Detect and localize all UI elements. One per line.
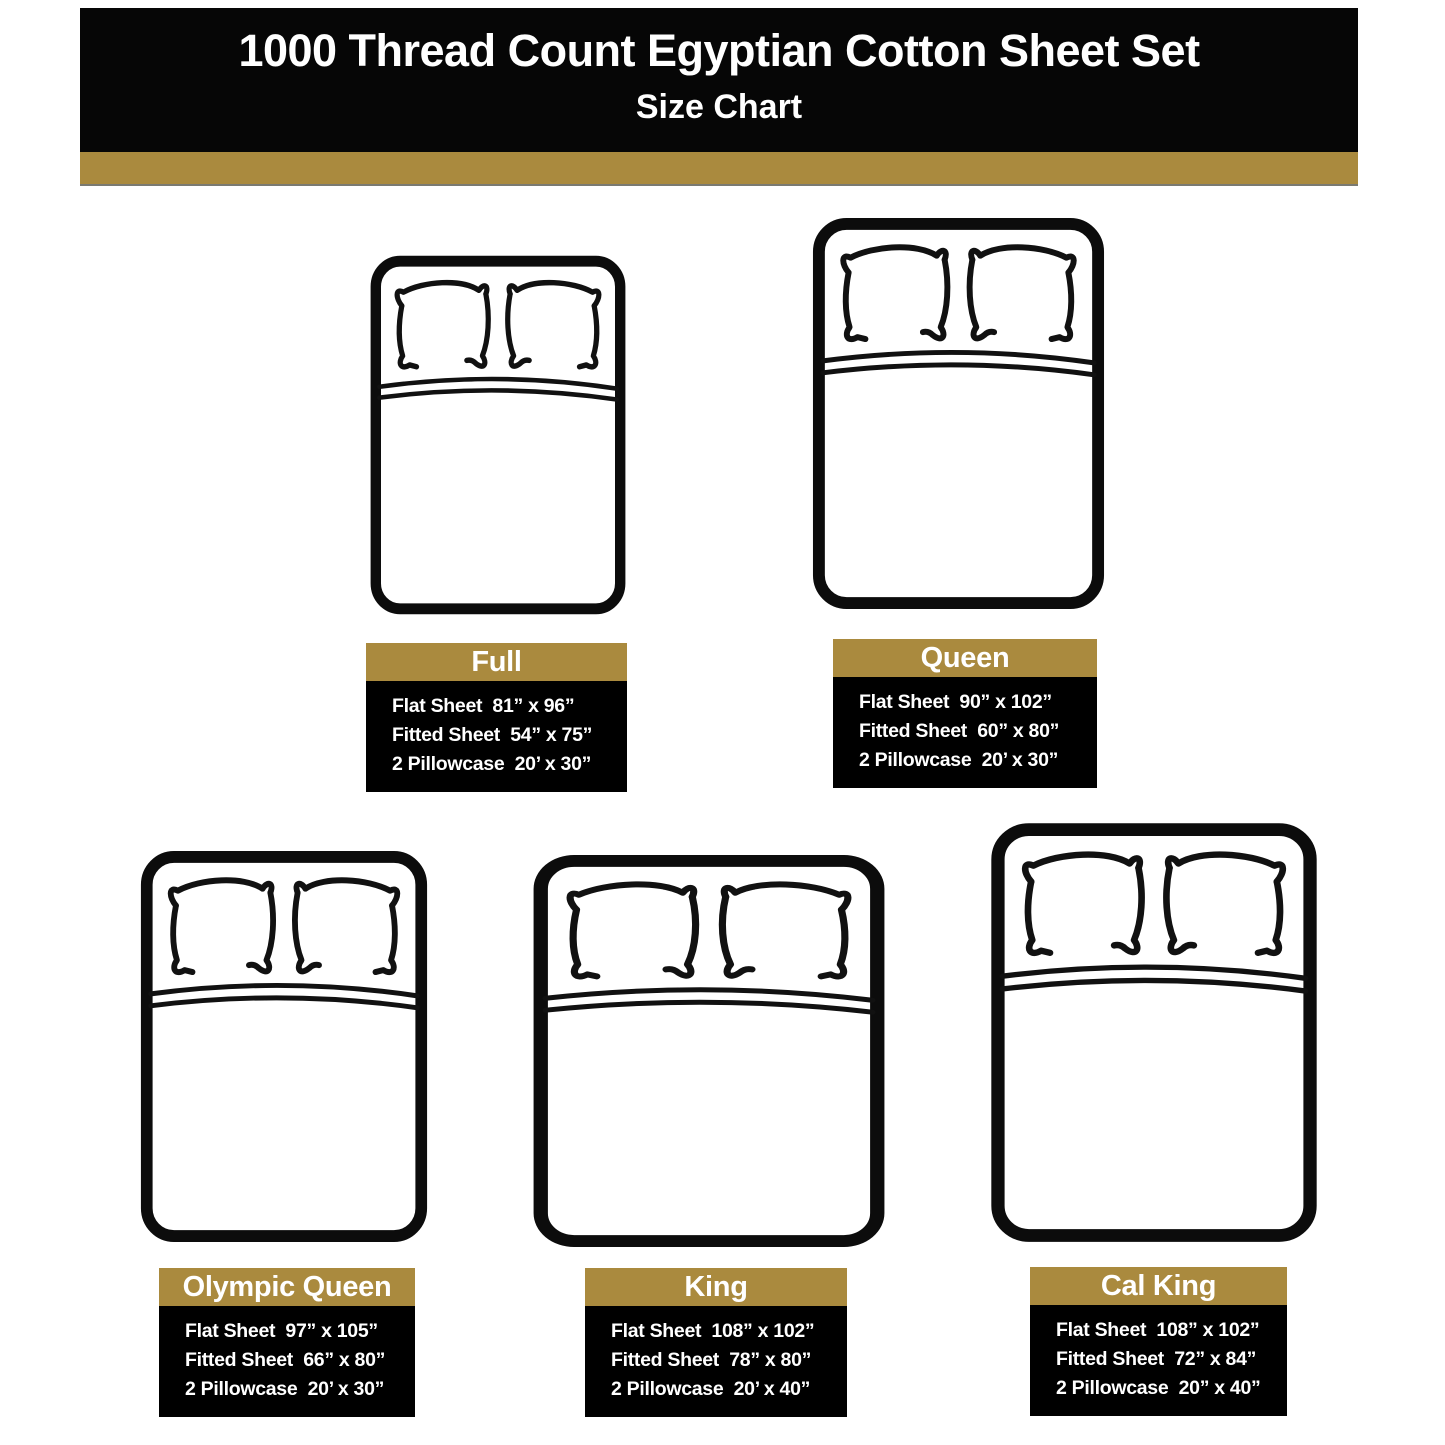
header-banner: [80, 8, 1358, 152]
spec-line-flat-sheet: Flat Sheet 108” x 102”: [611, 1320, 815, 1342]
size-specs-queen: [833, 677, 1097, 788]
bed-outline: [147, 857, 421, 1236]
spec-line-pillowcase: 2 Pillowcase 20’ x 30”: [185, 1378, 385, 1400]
bed-outline: [376, 261, 620, 609]
spec-line-fitted-sheet: Fitted Sheet 78” x 80”: [611, 1349, 812, 1371]
bed-illustration-olympic-queen: [138, 848, 430, 1245]
bed-outline: [819, 224, 1098, 603]
bed-illustration-cal-king: [988, 820, 1320, 1245]
spec-line-fitted-sheet: Fitted Sheet 54” x 75”: [392, 724, 593, 746]
spec-line-flat-sheet: Flat Sheet 90” x 102”: [859, 691, 1052, 713]
spec-line-flat-sheet: Flat Sheet 97” x 105”: [185, 1320, 378, 1342]
spec-line-pillowcase: 2 Pillowcase 20’ x 30”: [859, 749, 1059, 771]
size-card-cal-king: [1030, 1267, 1287, 1416]
size-label-cal-king: Cal King: [1030, 1267, 1287, 1305]
size-card-queen: [833, 639, 1097, 788]
spec-line-flat-sheet: Flat Sheet 81” x 96”: [392, 695, 575, 717]
bed-illustration-full: [368, 253, 628, 617]
spec-line-fitted-sheet: Fitted Sheet 72” x 84”: [1056, 1348, 1257, 1370]
size-label-full: Full: [366, 643, 627, 681]
size-specs-cal-king: [1030, 1305, 1287, 1416]
size-specs-king: [585, 1306, 847, 1417]
bed-illustration-king: [530, 852, 888, 1250]
spec-line-pillowcase: 2 Pillowcase 20” x 40”: [1056, 1377, 1261, 1399]
size-specs-olympic-queen: [159, 1306, 415, 1417]
size-card-full: [366, 643, 627, 792]
size-label-queen: Queen: [833, 639, 1097, 677]
chart-subtitle: Size Chart: [635, 88, 803, 126]
bed-outline: [541, 861, 878, 1241]
size-card-olympic-queen: [159, 1268, 415, 1417]
size-specs-full: [366, 681, 627, 792]
spec-line-fitted-sheet: Fitted Sheet 66” x 80”: [185, 1349, 386, 1371]
bed-outline: [998, 830, 1310, 1236]
spec-line-fitted-sheet: Fitted Sheet 60” x 80”: [859, 720, 1060, 742]
size-chart-header: [80, 8, 1358, 186]
spec-line-pillowcase: 2 Pillowcase 20’ x 30”: [392, 753, 592, 775]
bed-illustration-queen: [810, 215, 1107, 612]
size-label-olympic-queen: Olympic Queen: [159, 1268, 415, 1306]
chart-title: 1000 Thread Count Egyptian Cotton Sheet Set: [238, 25, 1200, 76]
size-label-king: King: [585, 1268, 847, 1306]
spec-line-pillowcase: 2 Pillowcase 20’ x 40”: [611, 1378, 811, 1400]
gold-stripe: [80, 152, 1358, 186]
spec-line-flat-sheet: Flat Sheet 108” x 102”: [1056, 1319, 1260, 1341]
size-card-king: [585, 1268, 847, 1417]
